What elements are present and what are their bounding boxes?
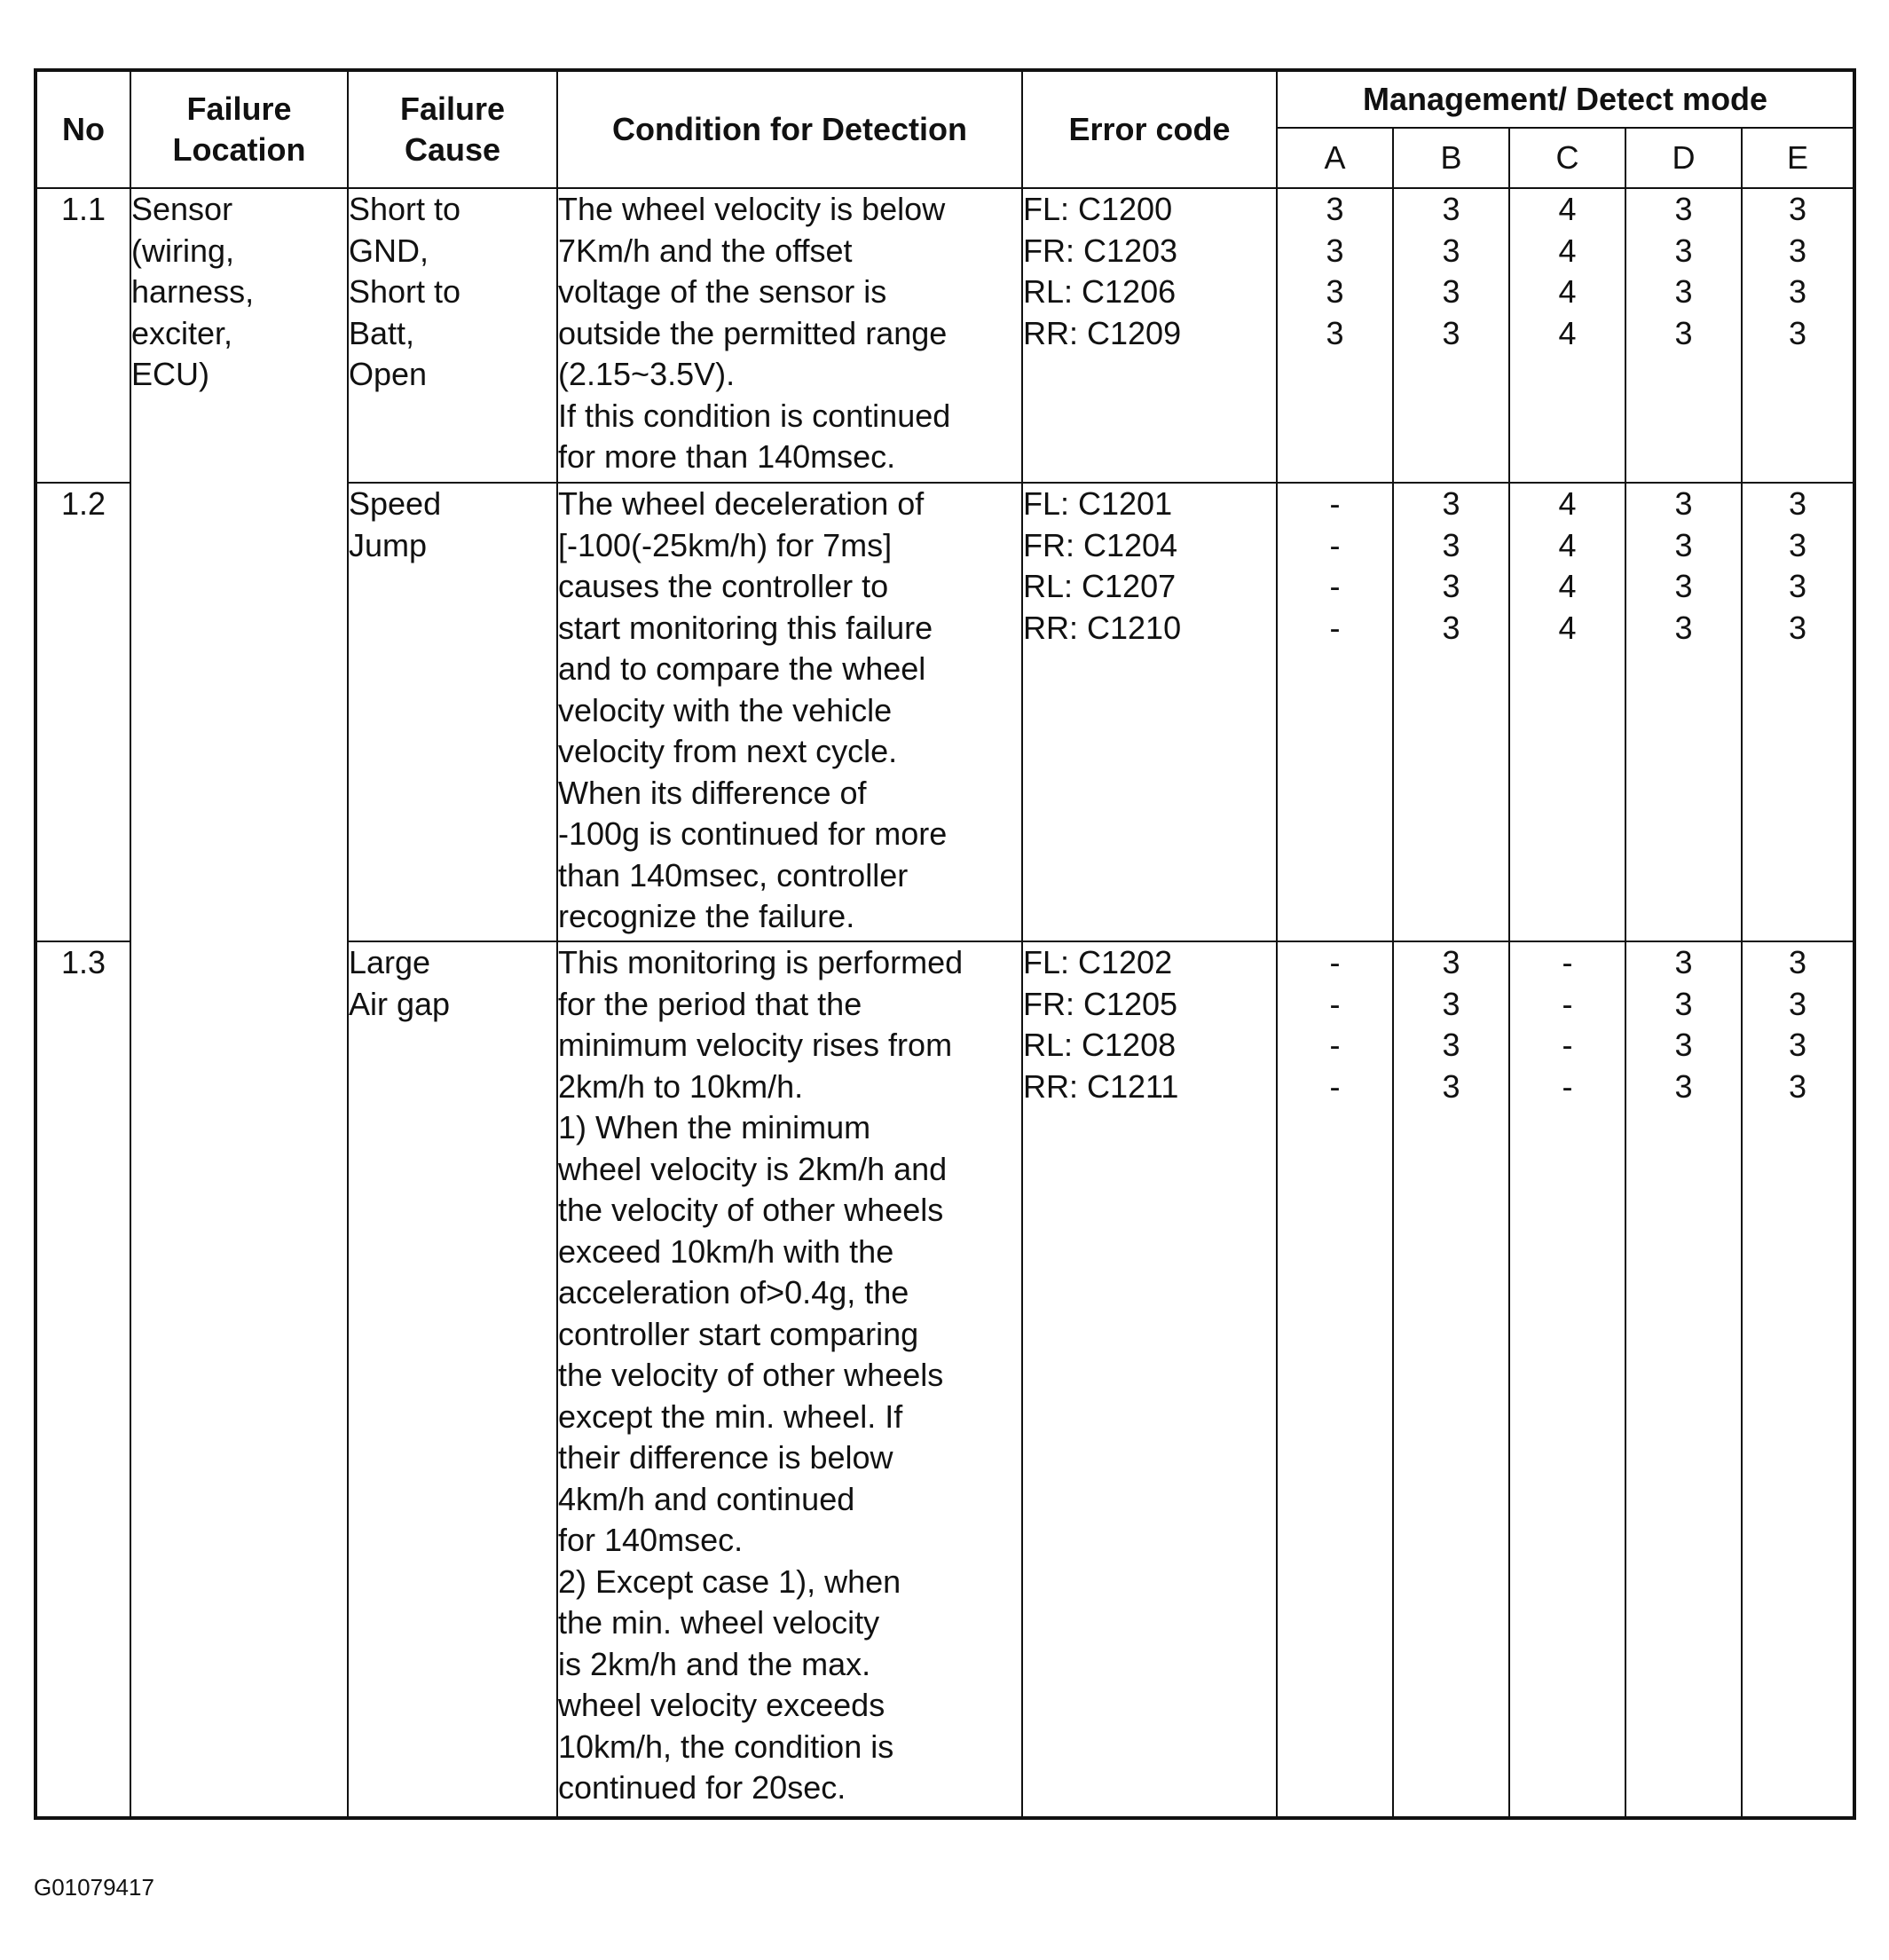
mode-c-values: 4 4 4 4 bbox=[1509, 188, 1625, 483]
header-condition: Condition for Detection bbox=[557, 70, 1022, 188]
mode-d-values: 3 3 3 3 bbox=[1625, 941, 1742, 1818]
mode-e-values: 3 3 3 3 bbox=[1742, 188, 1854, 483]
failure-detection-table bbox=[34, 68, 1856, 1820]
header-mode-a: A bbox=[1277, 128, 1393, 188]
row-no: 1.3 bbox=[35, 941, 130, 1818]
mode-a-values: - - - - bbox=[1277, 941, 1393, 1818]
mode-e-values: 3 3 3 3 bbox=[1742, 941, 1854, 1818]
mode-b-values: 3 3 3 3 bbox=[1393, 941, 1509, 1818]
header-no: No bbox=[35, 70, 130, 188]
error-codes: FL: C1200 FR: C1203 RL: C1206 RR: C1209 bbox=[1022, 188, 1277, 483]
mode-c-values: 4 4 4 4 bbox=[1509, 483, 1625, 941]
header-mode-b: B bbox=[1393, 128, 1509, 188]
failure-cause: Short to GND, Short to Batt, Open bbox=[348, 188, 557, 483]
header-failure-location: Failure Location bbox=[130, 70, 348, 188]
error-codes: FL: C1201 FR: C1204 RL: C1207 RR: C1210 bbox=[1022, 483, 1277, 941]
mode-d-values: 3 3 3 3 bbox=[1625, 188, 1742, 483]
mode-a-values: - - - - bbox=[1277, 483, 1393, 941]
failure-cause: Speed Jump bbox=[348, 483, 557, 941]
header-mode-group: Management/ Detect mode bbox=[1277, 70, 1854, 128]
mode-b-values: 3 3 3 3 bbox=[1393, 188, 1509, 483]
table-header bbox=[35, 70, 1854, 188]
condition-for-detection: The wheel deceleration of [-100(-25km/h) for 7ms] causes the controller to start monitoring this failure and to compare the wheel velocity with the vehicle velocity from next cycle. When its difference of -100g is continued for more than 140msec, controller recognize the failure. bbox=[557, 483, 1022, 941]
mode-d-values: 3 3 3 3 bbox=[1625, 483, 1742, 941]
header-mode-e: E bbox=[1742, 128, 1854, 188]
mode-a-values: 3 3 3 3 bbox=[1277, 188, 1393, 483]
condition-for-detection: This monitoring is performed for the period that the minimum velocity rises from 2km/h to 10km/h. 1) When the minimum wheel velocity is 2km/h and the velocity of other wheels exceed 10km/h with the acceleration of>0.4g, the controller start comparing the velocity of other wheels except the min. wheel. If their difference is below 4km/h and continued for 140msec. 2) Except case 1), when the min. wheel velocity is 2km/h and the max. wheel velocity exceeds 10km/h, the condition is continued for 20sec. bbox=[557, 941, 1022, 1818]
table-row bbox=[35, 188, 1854, 483]
figure-code: G01079417 bbox=[34, 1874, 154, 1901]
row-no: 1.2 bbox=[35, 483, 130, 941]
error-codes: FL: C1202 FR: C1205 RL: C1208 RR: C1211 bbox=[1022, 941, 1277, 1818]
mode-c-values: - - - - bbox=[1509, 941, 1625, 1818]
failure-cause: Large Air gap bbox=[348, 941, 557, 1818]
failure-location: Sensor (wiring, harness, exciter, ECU) bbox=[130, 188, 348, 1818]
header-failure-cause: Failure Cause bbox=[348, 70, 557, 188]
header-mode-d: D bbox=[1625, 128, 1742, 188]
header-mode-c: C bbox=[1509, 128, 1625, 188]
header-error-code: Error code bbox=[1022, 70, 1277, 188]
mode-e-values: 3 3 3 3 bbox=[1742, 483, 1854, 941]
mode-b-values: 3 3 3 3 bbox=[1393, 483, 1509, 941]
condition-for-detection: The wheel velocity is below 7Km/h and the offset voltage of the sensor is outside the permitted range (2.15~3.5V). If this condition is continued for more than 140msec. bbox=[557, 188, 1022, 483]
row-no: 1.1 bbox=[35, 188, 130, 483]
